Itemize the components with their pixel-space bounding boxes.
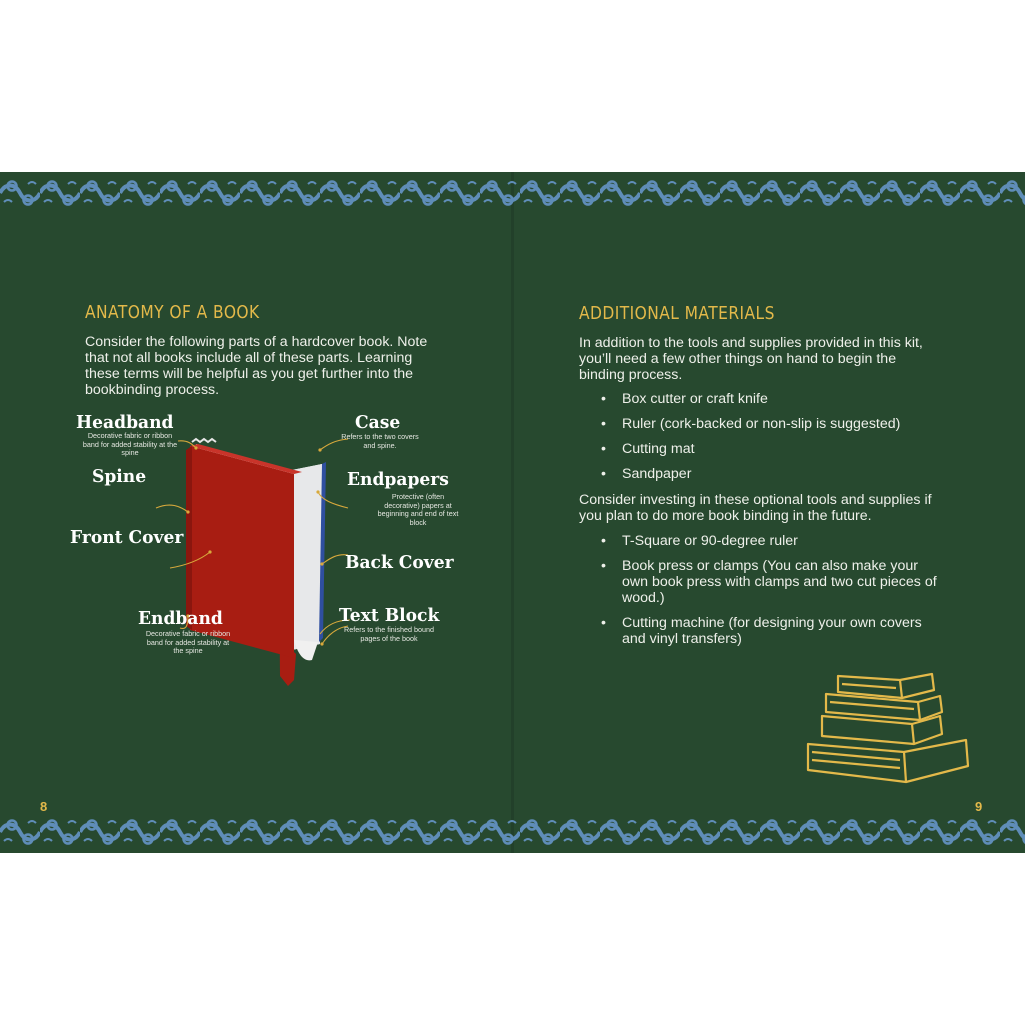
headband-desc: Decorative fabric or ribbon band for added stability at the spine bbox=[82, 431, 178, 457]
endpapers-label: Endpapers bbox=[347, 469, 449, 490]
spine-label: Spine bbox=[92, 466, 147, 487]
endband-label: Endband bbox=[138, 608, 223, 629]
materials-heading: ADDITIONAL MATERIALS bbox=[579, 303, 775, 324]
book-spread bbox=[0, 172, 1025, 853]
endband-desc: Decorative fabric or ribbon band for added stability at the spine bbox=[145, 629, 231, 655]
back-cover-label: Back Cover bbox=[345, 552, 454, 573]
optional-items-list bbox=[579, 533, 939, 656]
headband-label: Headband bbox=[76, 412, 174, 433]
text-block-label: Text Block bbox=[339, 605, 440, 626]
text-block-desc: Refers to the finished bound pages of the book bbox=[344, 625, 434, 643]
list-item: • Cutting machine (for designing your own covers and vinyl transfers) bbox=[579, 615, 939, 647]
page-number-left: 8 bbox=[40, 799, 48, 814]
list-item: • Ruler (cork-backed or non-slip is suggested) bbox=[579, 416, 939, 432]
page-gutter bbox=[511, 172, 514, 853]
list-item: • Cutting mat bbox=[579, 441, 939, 457]
anatomy-intro: Consider the following parts of a hardcover book. Note that not all books include all of these parts. Learning these terms will be helpful as you get further into the bookbinding process. bbox=[85, 334, 428, 398]
optional-intro: Consider investing in these optional tools and supplies if you plan to do more book binding in the future. bbox=[579, 492, 932, 524]
book-stack-icon bbox=[800, 672, 972, 790]
list-item: • Box cutter or craft knife bbox=[579, 391, 939, 407]
anatomy-heading: ANATOMY OF A BOOK bbox=[85, 302, 260, 323]
front-cover-label: Front Cover bbox=[70, 527, 184, 548]
page-number-right: 9 bbox=[975, 799, 983, 814]
materials-intro: In addition to the tools and supplies provided in this kit, you’ll need a few other things on hand to begin the binding process. bbox=[579, 335, 923, 383]
endpapers-desc: Protective (often decorative) papers at beginning and end of text block bbox=[377, 492, 459, 527]
list-item: • Book press or clamps (You can also make your own book press with clamps and two cut pieces of wood.) bbox=[579, 558, 939, 606]
case-label: Case bbox=[355, 412, 401, 433]
list-item: • Sandpaper bbox=[579, 466, 939, 482]
bottom-border-ornament bbox=[0, 815, 1025, 849]
list-item: • T-Square or 90-degree ruler bbox=[579, 533, 939, 549]
required-items-list bbox=[579, 391, 939, 491]
book-anatomy-diagram bbox=[60, 412, 470, 692]
top-border-ornament bbox=[0, 176, 1025, 210]
case-desc: Refers to the two covers and spine. bbox=[341, 432, 419, 450]
